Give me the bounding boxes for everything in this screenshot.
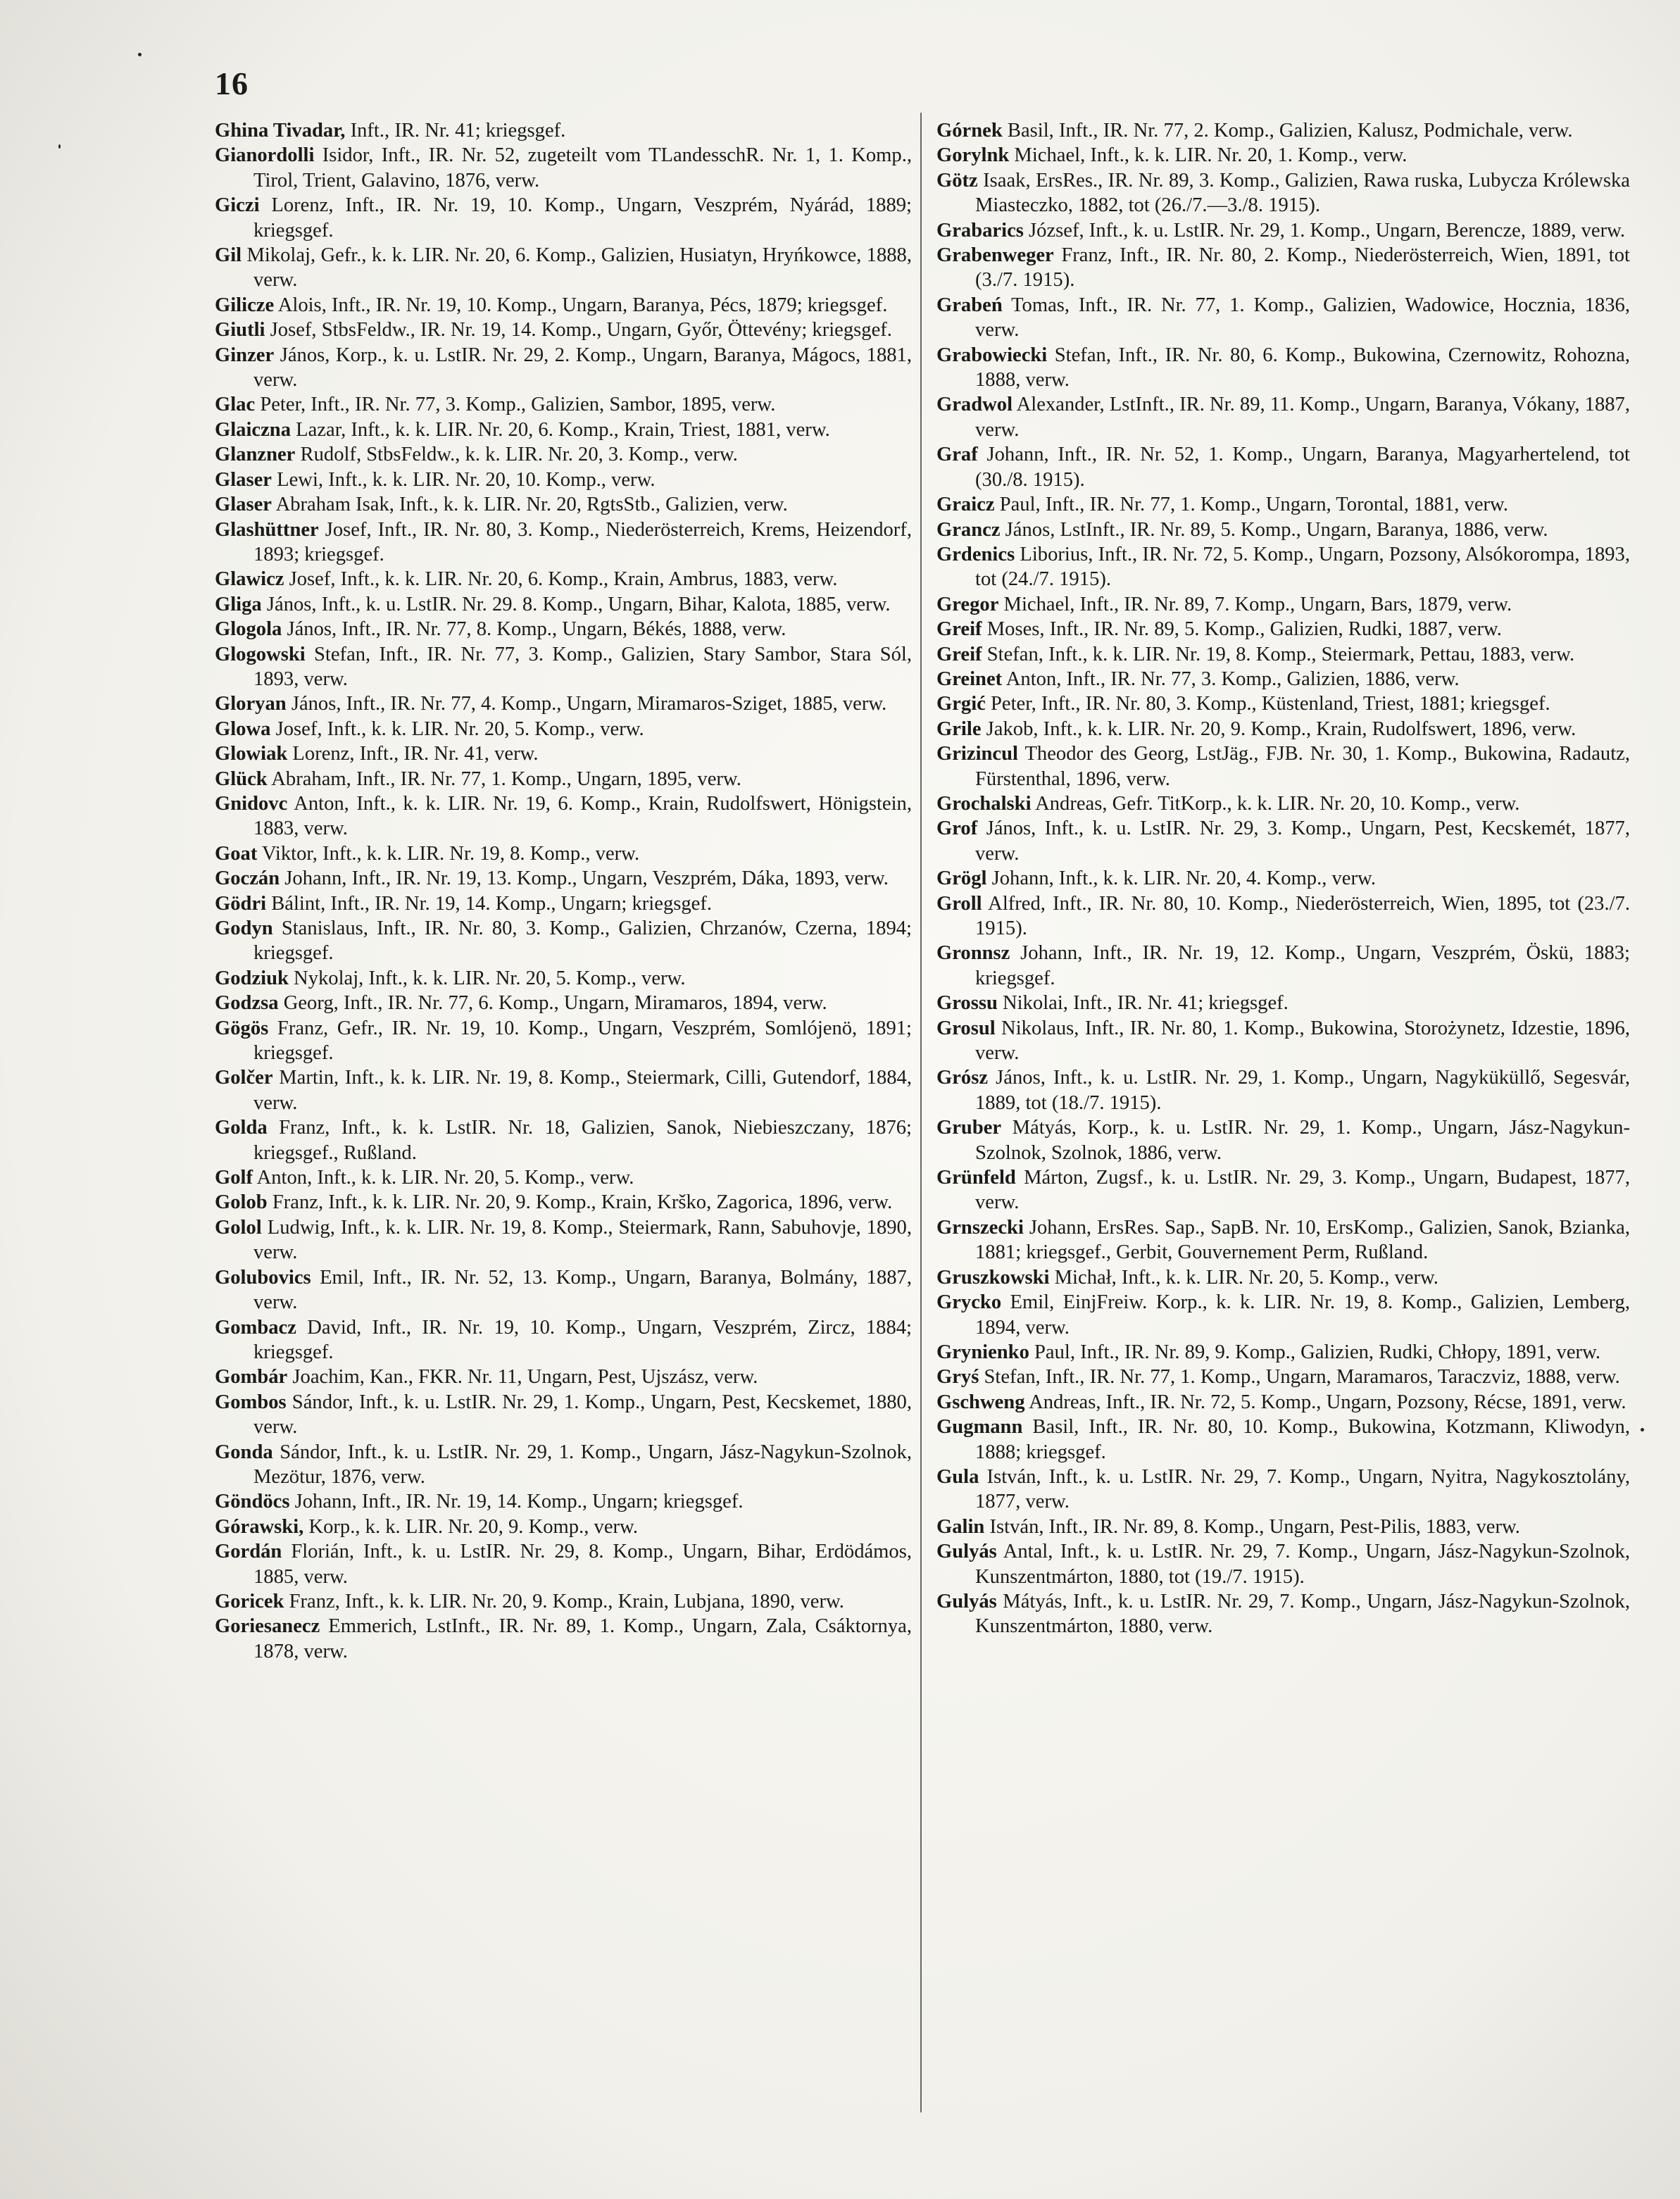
entry-details: Basil, Inft., IR. Nr. 80, 10. Komp., Bukowina, Kotzmann, Kliwodyn, 1888; kriegsgef.	[975, 1416, 1630, 1463]
entry-details: Johann, ErsRes. Sap., SapB. Nr. 10, ErsKomp., Galizien, Sanok, Bzianka, 1881; kriegsgef., Gerbit, Gouvernement Perm, Rußland.	[975, 1216, 1630, 1264]
entry-details: István, Inft., IR. Nr. 89, 8. Komp., Ungarn, Pest-Pilis, 1883, verw.	[984, 1515, 1520, 1538]
roster-entry	[215, 468, 912, 492]
entry-details: Josef, Inft., k. k. LIR. Nr. 20, 6. Komp., Krain, Ambrus, 1883, verw.	[284, 568, 838, 591]
entry-details: Emil, EinjFreiw. Korp., k. k. LIR. Nr. 19, 8. Komp., Galizien, Lemberg, 1894, verw.	[975, 1291, 1630, 1339]
roster-entry	[215, 966, 912, 991]
entry-details: Jakob, Inft., k. k. LIR. Nr. 20, 9. Komp., Krain, Rudolfswert, 1896, verw.	[981, 718, 1576, 740]
roster-entry	[936, 343, 1630, 393]
entry-surname: Grnszecki	[936, 1216, 1024, 1239]
entry-surname: Glaser	[215, 468, 272, 491]
entry-details: Florián, Inft., k. u. LstIR. Nr. 29, 8. Komp., Ungarn, Bihar, Erdödámos, 1885, verw.	[253, 1541, 912, 1588]
entry-surname: Godziuk	[215, 967, 289, 989]
entry-surname: Glashüttner	[215, 518, 319, 541]
entry-details: Johann, Inft., IR. Nr. 52, 1. Komp., Ungarn, Baranya, Magyarhertelend, tot (30./8. 1915).	[975, 444, 1630, 491]
entry-surname: Gulyás	[936, 1590, 997, 1612]
entry-details: Viktor, Inft., k. k. LIR. Nr. 19, 8. Komp., verw.	[257, 842, 640, 865]
entry-details: Anton, Inft., IR. Nr. 77, 3. Komp., Galizien, 1886, verw.	[1002, 668, 1460, 690]
entry-details: János, Korp., k. u. LstIR. Nr. 29, 2. Komp., Ungarn, Baranya, Mágocs, 1881, verw.	[253, 344, 912, 391]
roster-entry	[936, 941, 1630, 991]
roster-entry	[936, 168, 1630, 218]
entry-surname: Górnek	[936, 120, 1003, 142]
entry-details: Johann, Inft., IR. Nr. 19, 12. Komp., Ungarn, Veszprém, Öskü, 1883; kriegsgef.	[975, 942, 1630, 989]
page-number: 16	[215, 65, 249, 101]
entry-details: Franz, Inft., k. k. LIR. Nr. 20, 9. Komp., Krain, Lubjana, 1890, verw.	[284, 1590, 844, 1612]
entry-details: Alois, Inft., IR. Nr. 19, 10. Komp., Ungarn, Baranya, Pécs, 1879; kriegsgef.	[274, 294, 888, 316]
entry-details: Michael, Inft., k. k. LIR. Nr. 20, 1. Komp., verw.	[1009, 144, 1408, 167]
roster-entry	[215, 791, 912, 841]
entry-surname: Grgić	[936, 693, 986, 715]
roster-entry	[215, 691, 912, 716]
entry-details: Paul, Inft., IR. Nr. 89, 9. Komp., Galizien, Rudki, Chłopy, 1891, verw.	[1029, 1341, 1601, 1363]
entry-surname: Grósz	[936, 1067, 989, 1089]
entry-details: Lorenz, Inft., IR. Nr. 19, 10. Komp., Ungarn, Veszprém, Nyárád, 1889; kriegsgef.	[253, 194, 912, 242]
entry-surname: Gordán	[215, 1541, 282, 1563]
roster-entry	[215, 891, 912, 916]
entry-details: Anton, Inft., k. k. LIR. Nr. 19, 6. Komp., Krain, Rudolfswert, Hönigstein, 1883, verw.	[253, 792, 912, 840]
entry-details: József, Inft., k. u. LstIR. Nr. 29, 1. Komp., Ungarn, Berencze, 1889, verw.	[1023, 219, 1626, 242]
roster-entry	[215, 1016, 912, 1066]
entry-surname: Grancz	[936, 518, 1001, 541]
entry-surname: Götz	[936, 169, 978, 192]
roster-entry	[936, 218, 1630, 243]
roster-entry	[215, 143, 912, 193]
entry-details: Paul, Inft., IR. Nr. 77, 1. Komp., Ungarn, Torontal, 1881, verw.	[994, 494, 1508, 516]
roster-entry	[215, 243, 912, 293]
entry-surname: Glowa	[215, 718, 271, 740]
roster-entry	[215, 866, 912, 891]
entry-details: János, LstInft., IR. Nr. 89, 5. Komp., Ungarn, Baranya, 1886, verw.	[1000, 518, 1548, 541]
entry-details: Alfred, Inft., IR. Nr. 80, 10. Komp., Niederösterreich, Wien, 1895, tot (23./7. 1915).	[975, 892, 1630, 939]
entry-details: Franz, Inft., k. k. LIR. Nr. 20, 9. Komp., Krain, Krško, Zagorica, 1896, verw.	[267, 1191, 893, 1214]
roster-entry	[936, 492, 1630, 517]
entry-details: Tomas, Inft., IR. Nr. 77, 1. Komp., Galizien, Wadowice, Hocznia, 1836, verw.	[975, 294, 1630, 342]
entry-surname: Glowiak	[215, 743, 288, 765]
roster-entry	[215, 991, 912, 1015]
roster-entry	[215, 767, 912, 791]
roster-entry	[215, 118, 912, 143]
roster-entry	[215, 492, 912, 517]
entry-surname: Gliga	[215, 593, 262, 615]
entry-surname: Glück	[215, 768, 268, 790]
entry-surname: Gschweng	[936, 1391, 1025, 1413]
roster-entry	[215, 318, 912, 342]
entry-details: Josef, StbsFeldw., IR. Nr. 19, 14. Komp., Ungarn, Győr, Öttevény; kriegsgef.	[265, 319, 892, 342]
roster-entry	[936, 1589, 1630, 1639]
roster-entry	[215, 642, 912, 692]
entry-surname: Gnidovc	[215, 792, 288, 815]
entry-surname: Golda	[215, 1117, 268, 1139]
roster-entry	[215, 1365, 912, 1389]
roster-entry	[215, 567, 912, 591]
entry-surname: Glaiczna	[215, 418, 292, 441]
entry-details: Theodor des Georg, LstJäg., FJB. Nr. 30, 1. Komp., Bukowina, Radautz, Fürstenthal, 1896, verw.	[975, 743, 1630, 790]
entry-details: Franz, Inft., IR. Nr. 80, 2. Komp., Niederösterreich, Wien, 1891, tot (3./7. 1915).	[975, 244, 1630, 292]
roster-entry	[936, 991, 1630, 1015]
entry-details: Johann, Inft., IR. Nr. 19, 13. Komp., Ungarn, Veszprém, Dáka, 1893, verw.	[280, 867, 889, 890]
entry-details: Andreas, Gefr. TitKorp., k. k. LIR. Nr. 20, 10. Komp., verw.	[1031, 792, 1520, 815]
entry-surname: Glawicz	[215, 568, 284, 591]
entry-details: Antal, Inft., k. u. LstIR. Nr. 29, 7. Komp., Ungarn, Jász-Nagykun-Szolnok, Kunszentmárton, 1880, tot (19./7. 1915).	[975, 1541, 1630, 1588]
roster-entry	[936, 243, 1630, 293]
entry-surname: Golob	[215, 1191, 268, 1214]
roster-entry	[215, 1440, 912, 1490]
roster-entry	[215, 841, 912, 866]
roster-entry	[936, 1115, 1630, 1165]
roster-entry	[215, 1539, 912, 1589]
entry-surname: Goczán	[215, 867, 280, 890]
entry-surname: Gil	[215, 244, 242, 267]
entry-details: Franz, Inft., k. k. LstIR. Nr. 18, Galizien, Sanok, Niebieszczany, 1876; kriegsgef., Rußland.	[253, 1117, 912, 1164]
roster-entry	[215, 392, 912, 417]
roster-entry	[936, 642, 1630, 667]
entry-surname: Groll	[936, 892, 982, 915]
roster-entry	[215, 916, 912, 966]
entry-surname: Graf	[936, 444, 978, 466]
entry-surname: Gombacz	[215, 1316, 296, 1339]
scan-speck	[1641, 1428, 1644, 1431]
entry-surname: Gonda	[215, 1441, 273, 1463]
entry-surname: Gruber	[936, 1117, 1002, 1139]
entry-surname: Gorylnk	[936, 144, 1010, 167]
roster-entry	[936, 143, 1630, 168]
roster-entry	[936, 741, 1630, 791]
entry-surname: Grünfeld	[936, 1167, 1016, 1189]
entry-surname: Golubovics	[215, 1266, 311, 1289]
roster-entry	[215, 518, 912, 568]
entry-details: Mátyás, Inft., k. u. LstIR. Nr. 29, 7. Komp., Ungarn, Jász-Nagykun-Szolnok, Kunszentmárton, 1880, verw.	[975, 1590, 1630, 1638]
roster-entry	[215, 717, 912, 741]
entry-surname: Golf	[215, 1167, 253, 1189]
roster-entry	[215, 1515, 912, 1539]
entry-details: Franz, Gefr., IR. Nr. 19, 10. Komp., Ungarn, Veszprém, Somlójenö, 1891; kriegsgef.	[253, 1017, 912, 1065]
roster-entry	[215, 1115, 912, 1165]
entry-surname: Gula	[936, 1465, 979, 1488]
roster-entry	[215, 1589, 912, 1614]
entry-surname: Grof	[936, 817, 978, 840]
entry-surname: Grdenics	[936, 543, 1015, 565]
roster-entry	[936, 1515, 1630, 1539]
entry-surname: Goriesanecz	[215, 1615, 320, 1638]
roster-entry	[936, 592, 1630, 617]
entry-details: Nikolai, Inft., IR. Nr. 41; kriegsgef.	[997, 992, 1289, 1015]
entry-surname: Grögl	[936, 867, 987, 890]
entry-details: Moses, Inft., IR. Nr. 89, 5. Komp., Galizien, Rudki, 1887, verw.	[982, 618, 1502, 641]
entry-details: Peter, Inft., IR. Nr. 80, 3. Komp., Küstenland, Triest, 1881; kriegsgef.	[985, 693, 1550, 715]
entry-surname: Golol	[215, 1216, 262, 1239]
roster-entry	[936, 392, 1630, 442]
entry-surname: Glaser	[215, 494, 272, 516]
roster-entry	[936, 1215, 1630, 1265]
roster-entry	[936, 1390, 1630, 1415]
roster-entry	[936, 118, 1630, 143]
entry-details: Stefan, Inft., IR. Nr. 77, 1. Komp., Ungarn, Maramaros, Taraczviz, 1888, verw.	[979, 1366, 1620, 1389]
entry-surname: Grynienko	[936, 1341, 1029, 1363]
roster-entry	[215, 617, 912, 641]
entry-surname: Gloryan	[215, 693, 287, 715]
roster-entry	[215, 193, 912, 243]
entry-details: Michael, Inft., IR. Nr. 89, 7. Komp., Ungarn, Bars, 1879, verw.	[998, 593, 1512, 615]
roster-entry	[215, 1489, 912, 1514]
entry-details: Isaak, ErsRes., IR. Nr. 89, 3. Komp., Galizien, Rawa ruska, Lubycza Królewska Miasteczko, 1882, tot (26./7.—3./8. 1915).	[975, 169, 1630, 217]
entry-details: Basil, Inft., IR. Nr. 77, 2. Komp., Galizien, Kalusz, Podmichale, verw.	[1002, 120, 1573, 142]
entry-surname: Greif	[936, 643, 982, 665]
entry-surname: Greinet	[936, 668, 1003, 690]
entry-surname: Grosul	[936, 1017, 996, 1039]
entry-details: Alexander, LstInft., IR. Nr. 89, 11. Komp., Ungarn, Baranya, Vókany, 1887, verw.	[975, 394, 1630, 441]
roster-entry	[215, 1065, 912, 1115]
entry-details: Andreas, Inft., IR. Nr. 72, 5. Komp., Ungarn, Pozsony, Récse, 1891, verw.	[1024, 1391, 1626, 1413]
entry-surname: Gregor	[936, 593, 999, 615]
entry-details: János, Inft., IR. Nr. 77, 4. Komp., Ungarn, Miramaros-Sziget, 1885, verw.	[286, 693, 887, 715]
roster-entry	[215, 293, 912, 318]
entry-details: Stanislaus, Inft., IR. Nr. 80, 3. Komp., Galizien, Chrzanów, Czerna, 1894; kriegsgef.	[253, 917, 912, 965]
roster-entry	[215, 418, 912, 442]
entry-details: Abraham Isak, Inft., k. k. LIR. Nr. 20, RgtsStb., Galizien, verw.	[272, 494, 788, 516]
entry-details: Michał, Inft., k. k. LIR. Nr. 20, 5. Komp., verw.	[1049, 1266, 1438, 1289]
entry-details: Stefan, Inft., IR. Nr. 80, 6. Komp., Bukowina, Czernowitz, Rohozna, 1888, verw.	[975, 344, 1630, 391]
roster-entry	[936, 791, 1630, 816]
entry-surname: Godzsa	[215, 992, 279, 1015]
roster-entry	[936, 293, 1630, 343]
entry-surname: Glogola	[215, 618, 282, 641]
entry-surname: Gilicze	[215, 294, 275, 316]
entry-details: Isidor, Inft., IR. Nr. 52, zugeteilt vom TLandesschR. Nr. 1, 1. Komp., Tirol, Trient, Galavino, 1876, verw.	[253, 144, 912, 192]
roster-entry	[936, 866, 1630, 891]
entry-surname: Gronnsz	[936, 942, 1010, 965]
entry-surname: Glogowski	[215, 643, 306, 665]
entry-details: Emmerich, LstInft., IR. Nr. 89, 1. Komp., Ungarn, Zala, Csáktornya, 1878, verw.	[253, 1615, 912, 1662]
entry-surname: Ginzer	[215, 344, 275, 366]
entry-details: Nikolaus, Inft., IR. Nr. 80, 1. Komp., Bukowina, Storożynetz, Idzestie, 1896, verw.	[975, 1017, 1630, 1065]
entry-details: Josef, Inft., k. k. LIR. Nr. 20, 5. Komp., verw.	[270, 718, 644, 740]
entry-details: Rudolf, StbsFeldw., k. k. LIR. Nr. 20, 3. Komp., verw.	[295, 444, 738, 466]
roster-entry	[936, 1415, 1630, 1465]
entry-surname: Giutli	[215, 319, 265, 342]
roster-entry	[215, 1390, 912, 1440]
entry-details: David, Inft., IR. Nr. 19, 10. Komp., Ungarn, Veszprém, Zircz, 1884; kriegsgef.	[253, 1316, 912, 1363]
roster-entry	[215, 741, 912, 766]
roster-entry	[936, 1165, 1630, 1215]
entry-surname: Ghina Tivadar,	[215, 120, 346, 142]
entry-details: Lewi, Inft., k. k. LIR. Nr. 20, 10. Komp., verw.	[272, 468, 656, 491]
entry-details: János, Inft., k. u. LstIR. Nr. 29, 3. Komp., Ungarn, Pest, Kecskemét, 1877, verw.	[975, 817, 1630, 865]
roster-entry	[215, 1265, 912, 1315]
entry-details: János, Inft., k. u. LstIR. Nr. 29. 8. Komp., Ungarn, Bihar, Kalota, 1885, verw.	[261, 593, 891, 615]
scan-speck	[138, 53, 142, 56]
entry-details: Martin, Inft., k. k. LIR. Nr. 19, 8. Komp., Steiermark, Cilli, Gutendorf, 1884, verw.	[253, 1067, 912, 1114]
roster-entry	[936, 1265, 1630, 1290]
entry-surname: Gulyás	[936, 1541, 997, 1563]
entry-details: Mikolaj, Gefr., k. k. LIR. Nr. 20, 6. Komp., Galizien, Husiatyn, Hryńkowce, 1888, verw.	[242, 244, 912, 292]
roster-entry	[215, 1315, 912, 1365]
roster-entry	[936, 1016, 1630, 1066]
entry-surname: Godyn	[215, 917, 273, 939]
entry-surname: Grossu	[936, 992, 998, 1015]
entry-surname: Grabowiecki	[936, 344, 1048, 366]
entry-surname: Gianordolli	[215, 144, 315, 167]
entry-surname: Gögös	[215, 1017, 269, 1039]
entry-details: Joachim, Kan., FKR. Nr. 11, Ungarn, Pest, Ujszász, verw.	[287, 1366, 758, 1389]
roster-entry	[215, 1215, 912, 1265]
roster-entry	[215, 1614, 912, 1664]
entry-surname: Graicz	[936, 494, 995, 516]
entry-surname: Grizincul	[936, 743, 1018, 765]
entry-details: Sándor, Inft., k. u. LstIR. Nr. 29, 1. Komp., Ungarn, Pest, Kecskemet, 1880, verw.	[253, 1391, 912, 1439]
entry-surname: Grile	[936, 718, 982, 740]
entry-surname: Goricek	[215, 1590, 284, 1612]
entry-details: Bálint, Inft., IR. Nr. 19, 14. Komp., Ungarn; kriegsgef.	[266, 892, 713, 915]
entry-surname: Grycko	[936, 1291, 1002, 1314]
entry-details: Márton, Zugsf., k. u. LstIR. Nr. 29, 3. Komp., Ungarn, Budapest, 1877, verw.	[975, 1167, 1630, 1214]
entry-details: Sándor, Inft., k. u. LstIR. Nr. 29, 1. Komp., Ungarn, Jász-Nagykun-Szolnok, Mezötur, 1876, verw.	[253, 1441, 912, 1488]
entry-details: Nykolaj, Inft., k. k. LIR. Nr. 20, 5. Komp., verw.	[288, 967, 686, 989]
entry-surname: Gradwol	[936, 394, 1013, 416]
column-divider	[920, 113, 922, 2112]
entry-details: Stefan, Inft., IR. Nr. 77, 3. Komp., Galizien, Stary Sambor, Stara Sól, 1893, verw.	[253, 643, 912, 690]
roster-entry	[936, 691, 1630, 716]
roster-entry	[936, 617, 1630, 641]
entry-surname: Górawski,	[215, 1515, 304, 1538]
entry-details: Johann, Inft., k. k. LIR. Nr. 20, 4. Komp., verw.	[986, 867, 1376, 890]
entry-details: István, Inft., k. u. LstIR. Nr. 29, 7. Komp., Ungarn, Nyitra, Nagykosztolány, 1877, verw.	[975, 1465, 1630, 1513]
entry-surname: Gruszkowski	[936, 1266, 1050, 1289]
entry-details: János, Inft., IR. Nr. 77, 8. Komp., Ungarn, Békés, 1888, verw.	[282, 618, 786, 641]
entry-surname: Gryś	[936, 1366, 979, 1389]
roster-entry	[936, 1340, 1630, 1365]
entry-details: Mátyás, Korp., k. u. LstIR. Nr. 29, 1. Komp., Ungarn, Jász-Nagykun-Szolnok, Szolnok, 1886, verw.	[975, 1117, 1630, 1164]
roster-entry	[936, 667, 1630, 691]
entry-details: Josef, Inft., IR. Nr. 80, 3. Komp., Niederösterreich, Krems, Heizendorf, 1893; kriegsgef.	[253, 518, 912, 565]
entry-details: Emil, Inft., IR. Nr. 52, 13. Komp., Ungarn, Baranya, Bolmány, 1887, verw.	[253, 1266, 912, 1314]
roster-entry	[215, 1165, 912, 1190]
roster-entry	[936, 717, 1630, 741]
roster-entry	[936, 891, 1630, 941]
entry-surname: Glanzner	[215, 444, 296, 466]
roster-entry	[215, 592, 912, 617]
roster-entry	[215, 343, 912, 393]
entry-surname: Giczi	[215, 194, 260, 217]
entry-details: Ludwig, Inft., k. k. LIR. Nr. 19, 8. Komp., Steiermark, Rann, Sabuhovje, 1890, verw.	[253, 1216, 912, 1264]
entry-details: Korp., k. k. LIR. Nr. 20, 9. Komp., verw.	[303, 1515, 638, 1538]
entry-details: Georg, Inft., IR. Nr. 77, 6. Komp., Ungarn, Miramaros, 1894, verw.	[278, 992, 827, 1015]
roster-entry	[936, 1290, 1630, 1340]
roster-entry	[215, 442, 912, 467]
entry-surname: Golčer	[215, 1067, 273, 1089]
entry-details: János, Inft., k. u. LstIR. Nr. 29, 1. Komp., Ungarn, Nagyküküllő, Segesvár, 1889, tot (18./7. 1915).	[975, 1067, 1630, 1114]
entry-details: Anton, Inft., k. k. LIR. Nr. 20, 5. Komp., verw.	[253, 1167, 634, 1189]
entry-surname: Gugmann	[936, 1416, 1023, 1439]
roster-entry	[936, 816, 1630, 866]
roster-entry	[936, 518, 1630, 542]
entry-surname: Grochalski	[936, 792, 1032, 815]
entry-surname: Göndöcs	[215, 1491, 290, 1513]
entry-surname: Greif	[936, 618, 982, 641]
roster-entry	[936, 442, 1630, 492]
entry-details: Abraham, Inft., IR. Nr. 77, 1. Komp., Ungarn, 1895, verw.	[267, 768, 741, 790]
entry-surname: Grabenweger	[936, 244, 1054, 267]
entry-details: Stefan, Inft., k. k. LIR. Nr. 19, 8. Komp., Steiermark, Pettau, 1883, verw.	[982, 643, 1575, 665]
entry-details: Lorenz, Inft., IR. Nr. 41, verw.	[287, 743, 539, 765]
roster-entry	[936, 1365, 1630, 1389]
left-column	[215, 118, 912, 1664]
right-column	[936, 118, 1630, 1639]
scan-speck	[58, 144, 61, 149]
entry-surname: Grabeń	[936, 294, 1003, 316]
roster-entry	[936, 1539, 1630, 1589]
roster-entry	[936, 1465, 1630, 1515]
entry-details: Inft., IR. Nr. 41; kriegsgef.	[345, 120, 566, 142]
roster-entry	[936, 542, 1630, 592]
entry-details: Lazar, Inft., k. k. LIR. Nr. 20, 6. Komp., Krain, Triest, 1881, verw.	[291, 418, 830, 441]
entry-details: Peter, Inft., IR. Nr. 77, 3. Komp., Galizien, Sambor, 1895, verw.	[255, 394, 776, 416]
entry-surname: Grabarics	[936, 219, 1024, 242]
entry-surname: Galin	[936, 1515, 985, 1538]
entry-surname: Gombos	[215, 1391, 287, 1413]
entry-details: Liborius, Inft., IR. Nr. 72, 5. Komp., Ungarn, Pozsony, Alsókorompa, 1893, tot (24./7. 1915).	[975, 543, 1630, 591]
entry-surname: Gödri	[215, 892, 267, 915]
entry-surname: Gombár	[215, 1366, 288, 1389]
roster-entry	[936, 1065, 1630, 1115]
roster-entry	[215, 1190, 912, 1215]
entry-surname: Goat	[215, 842, 258, 865]
entry-surname: Glac	[215, 394, 256, 416]
entry-details: Johann, Inft., IR. Nr. 19, 14. Komp., Ungarn; kriegsgef.	[289, 1491, 744, 1513]
